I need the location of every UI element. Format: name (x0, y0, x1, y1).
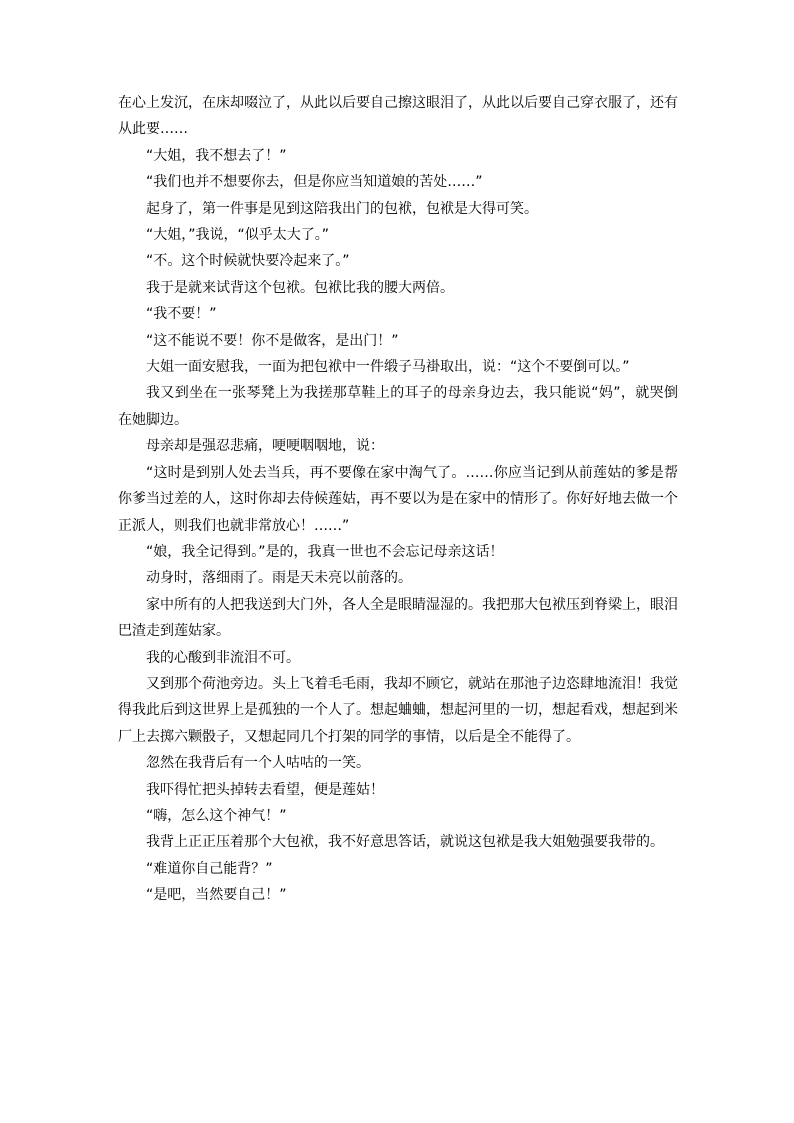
paragraph: “是吧，当然要自己！” (146, 887, 287, 904)
paragraph: “难道你自己能背？” (146, 860, 273, 877)
paragraph: 大姐一面安慰我，一面为把包袱中一件缎子马褂取出，说：“这个不要倒可以。” (146, 359, 630, 376)
paragraph: 我于是就来试背这个包袱。包袱比我的腰大两倍。 (146, 279, 454, 296)
document-body (118, 90, 678, 909)
paragraph: “嗨，怎么这个神气！” (146, 807, 287, 824)
paragraph: 家中所有的人把我送到大门外，各人全是眼睛湿湿的。我把那大包袱压到脊梁上，眼泪巴渣走到莲姑家。 (118, 596, 678, 640)
paragraph: “这时是到别人处去当兵，再不要像在家中淘气了。……你应当记到从前莲姑的爹是帮你爹当过差的人，这时你却去侍候莲姑，再不要以为是在家中的情形了。你好好地去做一个正派人，则我们也就非常放心！……” (118, 464, 678, 534)
paragraph: “这不能说不要！你不是做客，是出门！” (146, 332, 399, 349)
paragraph: “不。这个时候就快要冷起来了。” (146, 253, 350, 270)
paragraph: “大姐，”我说，“似乎太大了。” (146, 227, 330, 244)
paragraph: 我又到坐在一张琴凳上为我搓那草鞋上的耳子的母亲身边去，我只能说“妈”，就哭倒在她脚边。 (118, 385, 678, 428)
paragraph: “娘，我全记得到。”是的，我真一世也不会忘记母亲这话！ (146, 543, 504, 560)
paragraph: 起身了，第一件事是见到这陪我出门的包袱，包袱是大得可笑。 (146, 200, 538, 217)
paragraph: “我不要！” (146, 306, 217, 323)
paragraph: “我们也并不想要你去，但是你应当知道娘的苦处……” (146, 174, 483, 191)
paragraph: 忽然在我背后有一个人咕咕的一笑。 (146, 755, 370, 772)
paragraph: 母亲却是强忍悲痛，哽哽咽咽地，说： (146, 438, 384, 455)
paragraph: 动身时，落细雨了。雨是天未亮以前落的。 (146, 570, 412, 587)
paragraph: 我吓得忙把头掉转去看望，便是莲姑！ (146, 781, 384, 798)
paragraph: 又到那个荷池旁边。头上飞着毛毛雨，我却不顾它，就站在那池子边恣肆地流泪！我觉得我此后到这世界上是孤独的一个人了。想起蛐蛐，想起河里的一切，想起看戏，想起到米厂上去掷六颗骰子，又想起同几个打架的同学的事情，以后是全不能得了。 (118, 675, 678, 745)
paragraph: “大姐，我不想去了！” (146, 147, 287, 164)
paragraph: 我背上正正压着那个大包袱，我不好意思答话，就说这包袱是我大姐勉强要我带的。 (146, 834, 664, 851)
paragraph: 在心上发沉，在床却啜泣了，从此以后要自己擦这眼泪了，从此以后要自己穿衣服了，还有从此要…… (118, 95, 678, 138)
paragraph: 我的心酸到非流泪不可。 (146, 649, 300, 666)
